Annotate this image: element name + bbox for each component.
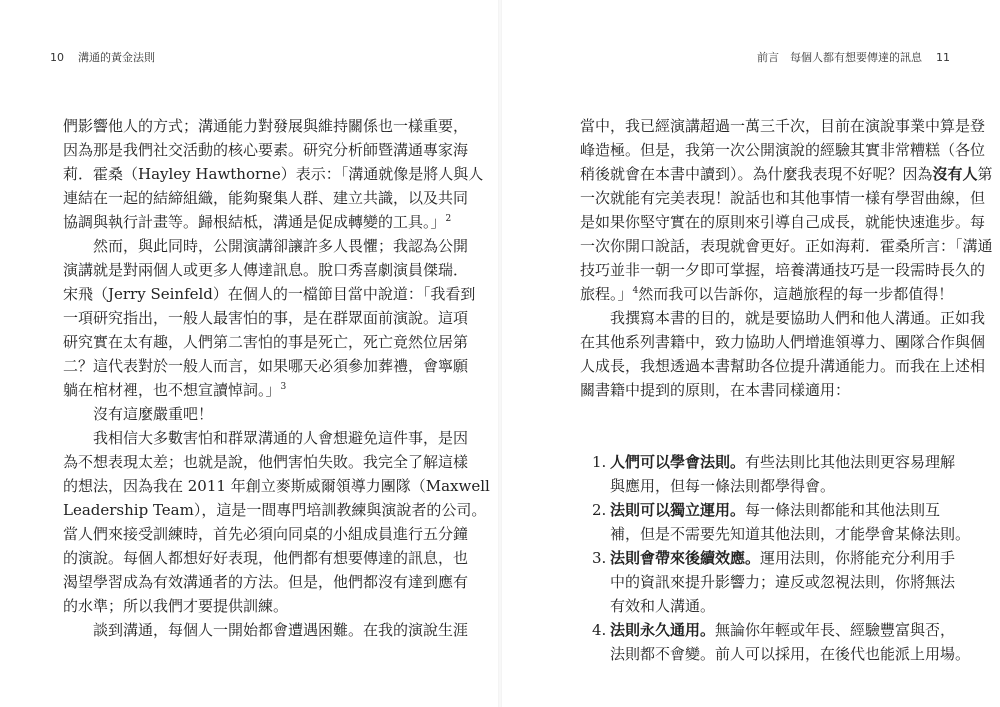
text-line: 技巧並非一朝一夕即可掌握，培養溝通技巧是一段需時長久的 [580, 261, 986, 279]
left-body-text [63, 114, 490, 642]
text-line-content: 每一條法則都能和其他法則互 [745, 501, 941, 519]
text-line [580, 282, 954, 306]
text-line: 中的資訊來提升影響力；違反或忽視法則，你將無法 [610, 573, 956, 591]
text-line-content: 然而我可以告訴你，這趟旅程的每一步都值得！ [638, 285, 954, 303]
text-line-content: 躺在棺材裡，也不想宣讀悼詞。」 [63, 381, 281, 399]
text-line: 演講就是對兩個人或更多人傳達訊息。脫口秀喜劇演員傑瑞． [63, 261, 469, 279]
text-line: 渴望學習成為有效溝通者的方法。但是，他們都沒有達到應有 [63, 573, 469, 591]
text-line-content: 第 [977, 165, 993, 183]
principle-number: 2. [592, 501, 607, 519]
text-line: 談到溝通，每個人一開始都會遭遇困難。在我的演說生涯 [93, 621, 469, 639]
text-line: 因為那是我們社交活動的核心要素。研究分析師暨溝通專家海 [63, 141, 469, 159]
text-line: 研究實在太有趣，人們第二害怕的事是死亡，死亡竟然位居第 [63, 333, 469, 351]
text-line: 與應用，但每一條法則都學得會。 [610, 477, 836, 495]
text-line [63, 378, 418, 402]
paragraph-gap [580, 426, 935, 450]
emphasis-text: 沒有人 [932, 165, 978, 183]
text-line: 然而，與此同時，公開演講卻讓許多人畏懼；我認為公開 [93, 237, 469, 255]
running-title: 前言 每個人都有想要傳達的訊息 [757, 51, 922, 64]
text-line: 我相信大多數害怕和群眾溝通的人會想避免這件事，是因 [93, 429, 469, 447]
text-line: Leadership Team），這是一間專門培訓教練與演說者的公司。 [63, 501, 487, 519]
text-line: 的想法，因為我在 2011 年創立麥斯威爾領導力團隊（Maxwell [63, 477, 490, 495]
principle-number: 3. [592, 549, 607, 567]
text-line: 莉．霍桑（Hayley Hawthorne）表示：「溝通就像是將人與人 [63, 165, 484, 183]
right-page [500, 0, 1000, 707]
principle-item [580, 546, 956, 618]
text-line: 的演說。每個人都想好好表現，他們都有想要傳達的訊息，也 [63, 549, 469, 567]
text-line-content: 旅程。」 [580, 285, 633, 303]
right-running-header [743, 49, 950, 65]
text-line: 法則都不會變。前人可以採用，在後代也能派上用場。 [610, 645, 971, 663]
text-line: 連結在一起的結締組織，能夠聚集人群、建立共識，以及共同 [63, 189, 469, 207]
text-line: 們影響他人的方式；溝通能力對發展與維持關係也一樣重要， [63, 117, 469, 135]
text-line [610, 450, 956, 474]
text-line: 是如果你堅守實在的原則來引導自己成長，就能快速進步。每 [580, 213, 986, 231]
paragraph-gap [580, 402, 935, 426]
text-line: 補，但是不需要先知道其他法則，才能學會某條法則。 [610, 525, 971, 543]
principle-title: 人們可以學會法則。 [610, 453, 746, 471]
text-line-content: 無論你年輕或年長、經驗豐富與否， [715, 621, 956, 639]
principle-item [580, 498, 971, 546]
footnote-mark: 3 [280, 382, 287, 392]
text-line [63, 210, 452, 234]
text-line: 的水準；所以我們才要提供訓練。 [63, 597, 289, 615]
principle-number: 1. [592, 453, 607, 471]
right-body-text [580, 114, 993, 666]
text-line: 當人們來接受訓練時，首先必須向同桌的小組成員進行五分鐘 [63, 525, 469, 543]
principle-title: 法則會帶來後續效應。 [610, 549, 761, 567]
text-line: 人成長，我想透過本書幫助各位提升溝通能力。而我在上述相 [580, 357, 986, 375]
text-line: 當中，我已經演講超過一萬三千次，目前在演說事業中算是登 [580, 117, 986, 135]
page-number: 10 [50, 51, 64, 64]
principle-title: 法則永久通用。 [610, 621, 716, 639]
text-line [610, 546, 956, 570]
text-line-content: 稍後就會在本書中讀到）。為什麼我表現不好呢？因為 [580, 165, 933, 183]
left-running-header [50, 49, 169, 65]
footnote-mark: 4 [632, 286, 639, 296]
principle-title: 法則可以獨立運用。 [610, 501, 746, 519]
text-line [610, 498, 941, 522]
running-title: 溝通的黃金法則 [78, 51, 155, 64]
text-line: 在其他系列書籍中，致力協助人們增進領導力、團隊合作與個 [580, 333, 986, 351]
footnote-mark: 2 [445, 214, 452, 224]
text-line: 峰造極。但是，我第一次公開演說的經驗其實非常糟糕（各位 [580, 141, 986, 159]
text-line: 沒有這麼嚴重吧！ [93, 405, 214, 423]
text-line: 有效和人溝通。 [610, 597, 716, 615]
principle-number: 4. [592, 621, 607, 639]
principle-item [580, 618, 971, 666]
text-line: 為不想表現太差；也就是說，他們害怕失敗。我完全了解這樣 [63, 453, 469, 471]
text-line-content: 協調與執行計畫等。歸根結柢，溝通是促成轉變的工具。」 [63, 213, 446, 231]
text-line: 關書籍中提到的原則，在本書同樣適用： [580, 381, 851, 399]
text-line-content: 運用法則，你將能充分利用手 [760, 549, 956, 567]
text-line: 我撰寫本書的目的，就是要協助人們和他人溝通。正如我 [610, 309, 986, 327]
text-line: 宋飛（Jerry Seinfeld）在個人的一檔節目當中說道：「我看到 [63, 285, 476, 303]
text-line [580, 162, 993, 186]
text-line: 一次你開口說話，表現就會更好。正如海莉．霍桑所言：「溝通 [580, 237, 993, 255]
text-line: 二？這代表對於一般人而言，如果哪天必須參加葬禮，會寧願 [63, 357, 469, 375]
page-number: 11 [936, 51, 950, 64]
text-line [610, 618, 956, 642]
principle-item [580, 450, 956, 498]
text-line-content: 有些法則比其他法則更容易理解 [745, 453, 956, 471]
text-line: 一項研究指出，一般人最害怕的事，是在群眾面前演說。這項 [63, 309, 469, 327]
text-line: 一次就能有完美表現！說話也和其他事情一樣有學習曲線，但 [580, 189, 986, 207]
